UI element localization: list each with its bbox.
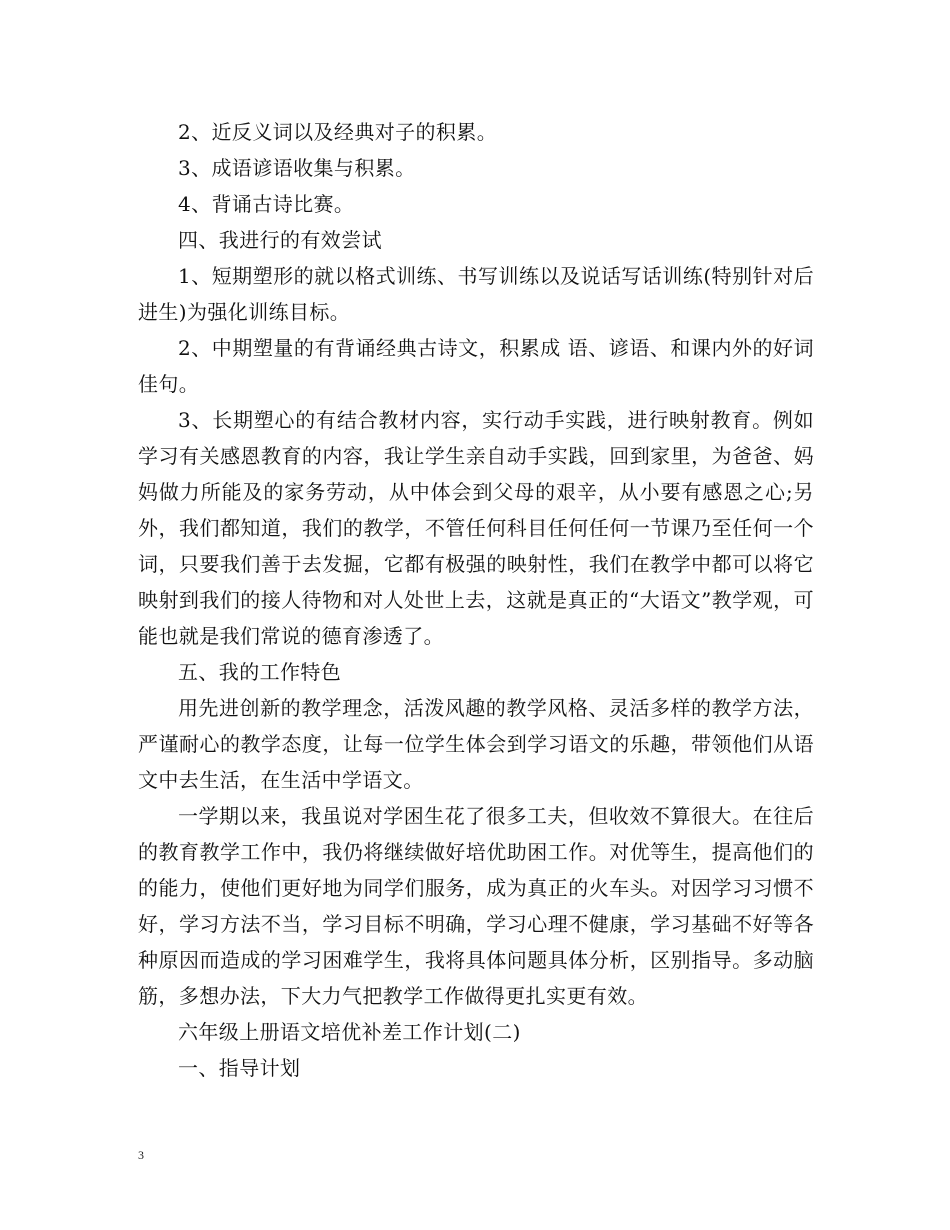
paragraph: 2、中期塑量的有背诵经典古诗文，积累成 语、谚语、和课内外的好词佳句。 [138,336,814,396]
document-subtitle: 六年级上册语文培优补差工作计划(二) [178,1020,521,1044]
paragraph: 2、近反义词以及经典对子的积累。 [178,120,498,144]
section-heading: 四、我进行的有效尝试 [178,228,382,252]
document-body [138,114,814,1086]
paragraph: 一学期以来，我虽说对学困生花了很多工夫，但收效不算很大。在往后的教育教学工作中，我仍将继续做好培优助困工作。对优等生，提高他们的的能力，使他们更好地为同学们服务，成为真正的火车头。对因学习习惯不好，学习方法不当，学习目标不明确，学习心理不健康，学习基础不好等各种原因而造成的学习困难学生，我将具体问题具体分析，区别指导。多动脑筋，多想办法，下大力气把教学工作做得更扎实更有效。 [138,804,814,1008]
paragraph: 3、长期塑心的有结合教材内容，实行动手实践，进行映射教育。例如学习有关感恩教育的内容，我让学生亲自动手实践，回到家里，为爸爸、妈妈做力所能及的家务劳动，从中体会到父母的艰辛，从小要有感恩之心;另外，我们都知道，我们的教学，不管任何科目任何任何一节课乃至任何一个词，只要我们善于去发掘，它都有极强的映射性，我们在教学中都可以将它映射到我们的接人待物和对人处世上去，这就是真正的“大语文”教学观，可能也就是我们常说的德育渗透了。 [138,408,814,648]
page-number: 3 [138,1148,144,1162]
section-heading: 一、指导计划 [178,1056,301,1080]
paragraph: 4、背诵古诗比赛。 [178,192,355,216]
section-heading: 五、我的工作特色 [178,660,342,684]
paragraph: 3、成语谚语收集与积累。 [178,156,416,180]
paragraph: 用先进创新的教学理念，活泼风趣的教学风格、灵活多样的教学方法，严谨耐心的教学态度，让每一位学生体会到学习语文的乐趣，带领他们从语文中去生活，在生活中学语文。 [138,696,814,792]
paragraph: 1、短期塑形的就以格式训练、书写训练以及说话写话训练(特别针对后进生)为强化训练目标。 [138,264,814,324]
